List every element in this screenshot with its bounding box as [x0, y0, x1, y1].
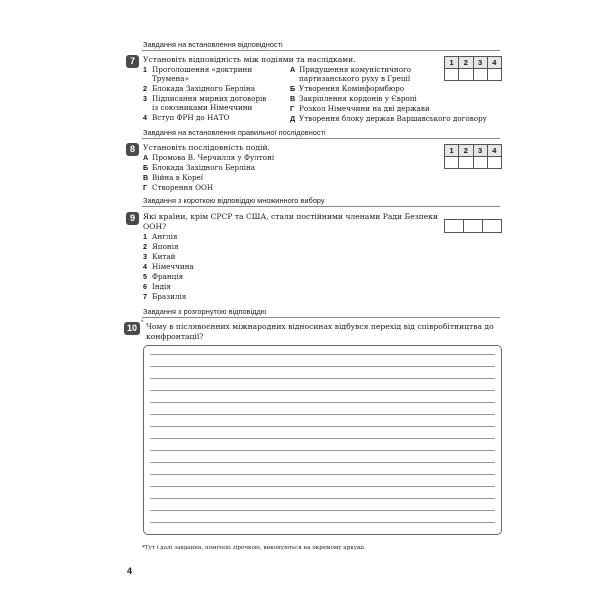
q7-left-item-4: 4 Вступ ФРН до НАТО: [143, 113, 230, 122]
grid-cell[interactable]: [474, 69, 488, 80]
footnote: *Тут і далі завдання, помічені зірочкою, виконуються на окремому аркуші.: [142, 545, 366, 551]
writing-line: [150, 354, 495, 355]
writing-line: [150, 426, 495, 427]
section-title-sequence: Завдання на встановлення правильної послідовності: [143, 128, 326, 137]
writing-line: [150, 510, 495, 511]
grid-cell[interactable]: [445, 157, 459, 168]
q8-item-c: В Війна в Кореї: [143, 173, 204, 182]
q7-right-item-a: А Придушення комуністичного партизанського руху в Греції: [290, 65, 412, 83]
section-divider: [142, 317, 500, 318]
section-divider: [142, 50, 500, 51]
q9-item-2: 2 Японія: [143, 242, 179, 251]
q9-item-4: 4 Німеччина: [143, 262, 194, 271]
grid-cell[interactable]: [488, 157, 501, 168]
writing-line: [150, 390, 495, 391]
q8-item-a: А Промова В. Черчилля у Фултоні: [143, 153, 275, 162]
q9-item-6: 6 Індія: [143, 282, 171, 291]
grid-header-4: 4: [492, 58, 497, 67]
q7-right-item-b: Б Утворення Комінформбюро: [290, 84, 405, 93]
q10-answer-area[interactable]: [143, 345, 502, 535]
grid-header-3: 3: [474, 145, 488, 156]
question-10-prompt: Чому в післявоєнних міжнародних відносинах відбувся перехід від співробітництва до конфронтації?: [146, 322, 494, 341]
q7-left-item-3: 3 Підписання мирних договорів із союзниками Німеччини: [143, 94, 267, 112]
page-number: 4: [127, 566, 133, 576]
question-9-prompt: Які країни, крім СРСР та США, стали постійними членами Ради Безпеки ООН?: [143, 212, 439, 231]
question-number-10: 10: [124, 322, 140, 335]
answer-cell[interactable]: [483, 220, 501, 232]
grid-cell[interactable]: [474, 157, 488, 168]
grid-cell[interactable]: [488, 69, 501, 80]
writing-line: [150, 438, 495, 439]
writing-line: [150, 474, 495, 475]
q7-right-item-c: В Закріплення кордонів у Європі: [290, 94, 417, 103]
writing-line: [150, 486, 495, 487]
q7-right-item-e: Д Утворення блоку держав Варшавського договору: [290, 114, 487, 123]
writing-line: [150, 450, 495, 451]
q7-right-item-d: Г Розкол Німеччини на дві держави: [290, 104, 430, 113]
section-title-multiple-choice: Завдання з короткою відповіддю множинного вибору: [143, 196, 325, 205]
question-7-prompt: Установіть відповідність між подіями та наслідками.: [143, 55, 356, 64]
q9-item-7: 7 Бразилія: [143, 292, 187, 301]
answer-cell[interactable]: [445, 220, 464, 232]
q9-answer-box[interactable]: [444, 219, 502, 233]
writing-line: [150, 378, 495, 379]
writing-line: [150, 462, 495, 463]
grid-header-2: 2: [459, 145, 473, 156]
q9-item-3: 3 Китай: [143, 252, 176, 261]
section-title-matching: Завдання на встановлення відповідності: [143, 40, 283, 49]
question-number-9: 9: [126, 212, 139, 225]
grid-cell[interactable]: [459, 157, 473, 168]
q8-answer-grid[interactable]: [444, 144, 502, 169]
grid-cell[interactable]: [459, 69, 473, 80]
q9-item-5: 5 Франція: [143, 272, 184, 281]
section-title-open-answer: Завдання з розгорнутою відповіддю: [143, 307, 267, 316]
question-number-7: 7: [126, 55, 139, 68]
q9-item-1: 1 Англія: [143, 232, 178, 241]
grid-header-1: 1: [445, 145, 459, 156]
grid-header-3: 3: [474, 57, 488, 68]
grid-cell[interactable]: [445, 69, 459, 80]
writing-line: [150, 366, 495, 367]
q7-left-item-1: 1 Проголошення «доктрини Трумена»: [143, 65, 253, 83]
q7-answer-grid[interactable]: [444, 56, 502, 81]
grid-header-1: 1: [445, 57, 459, 68]
optional-task-star: *: [141, 320, 144, 326]
grid-header-2: 2: [459, 57, 473, 68]
writing-line: [150, 414, 495, 415]
answer-cell[interactable]: [464, 220, 483, 232]
question-8-prompt: Установіть послідовність подій.: [143, 143, 270, 152]
q8-item-b: Б Блокада Західного Берліна: [143, 163, 256, 172]
question-number-8: 8: [126, 143, 139, 156]
section-divider: [142, 206, 500, 207]
q8-item-d: Г Створення ООН: [143, 183, 214, 192]
writing-line: [150, 498, 495, 499]
section-divider: [142, 138, 500, 139]
grid-header-4: 4: [492, 146, 497, 155]
writing-line: [150, 522, 495, 523]
q7-left-item-2: 2 Блокада Західного Берліна: [143, 84, 256, 93]
writing-line: [150, 402, 495, 403]
